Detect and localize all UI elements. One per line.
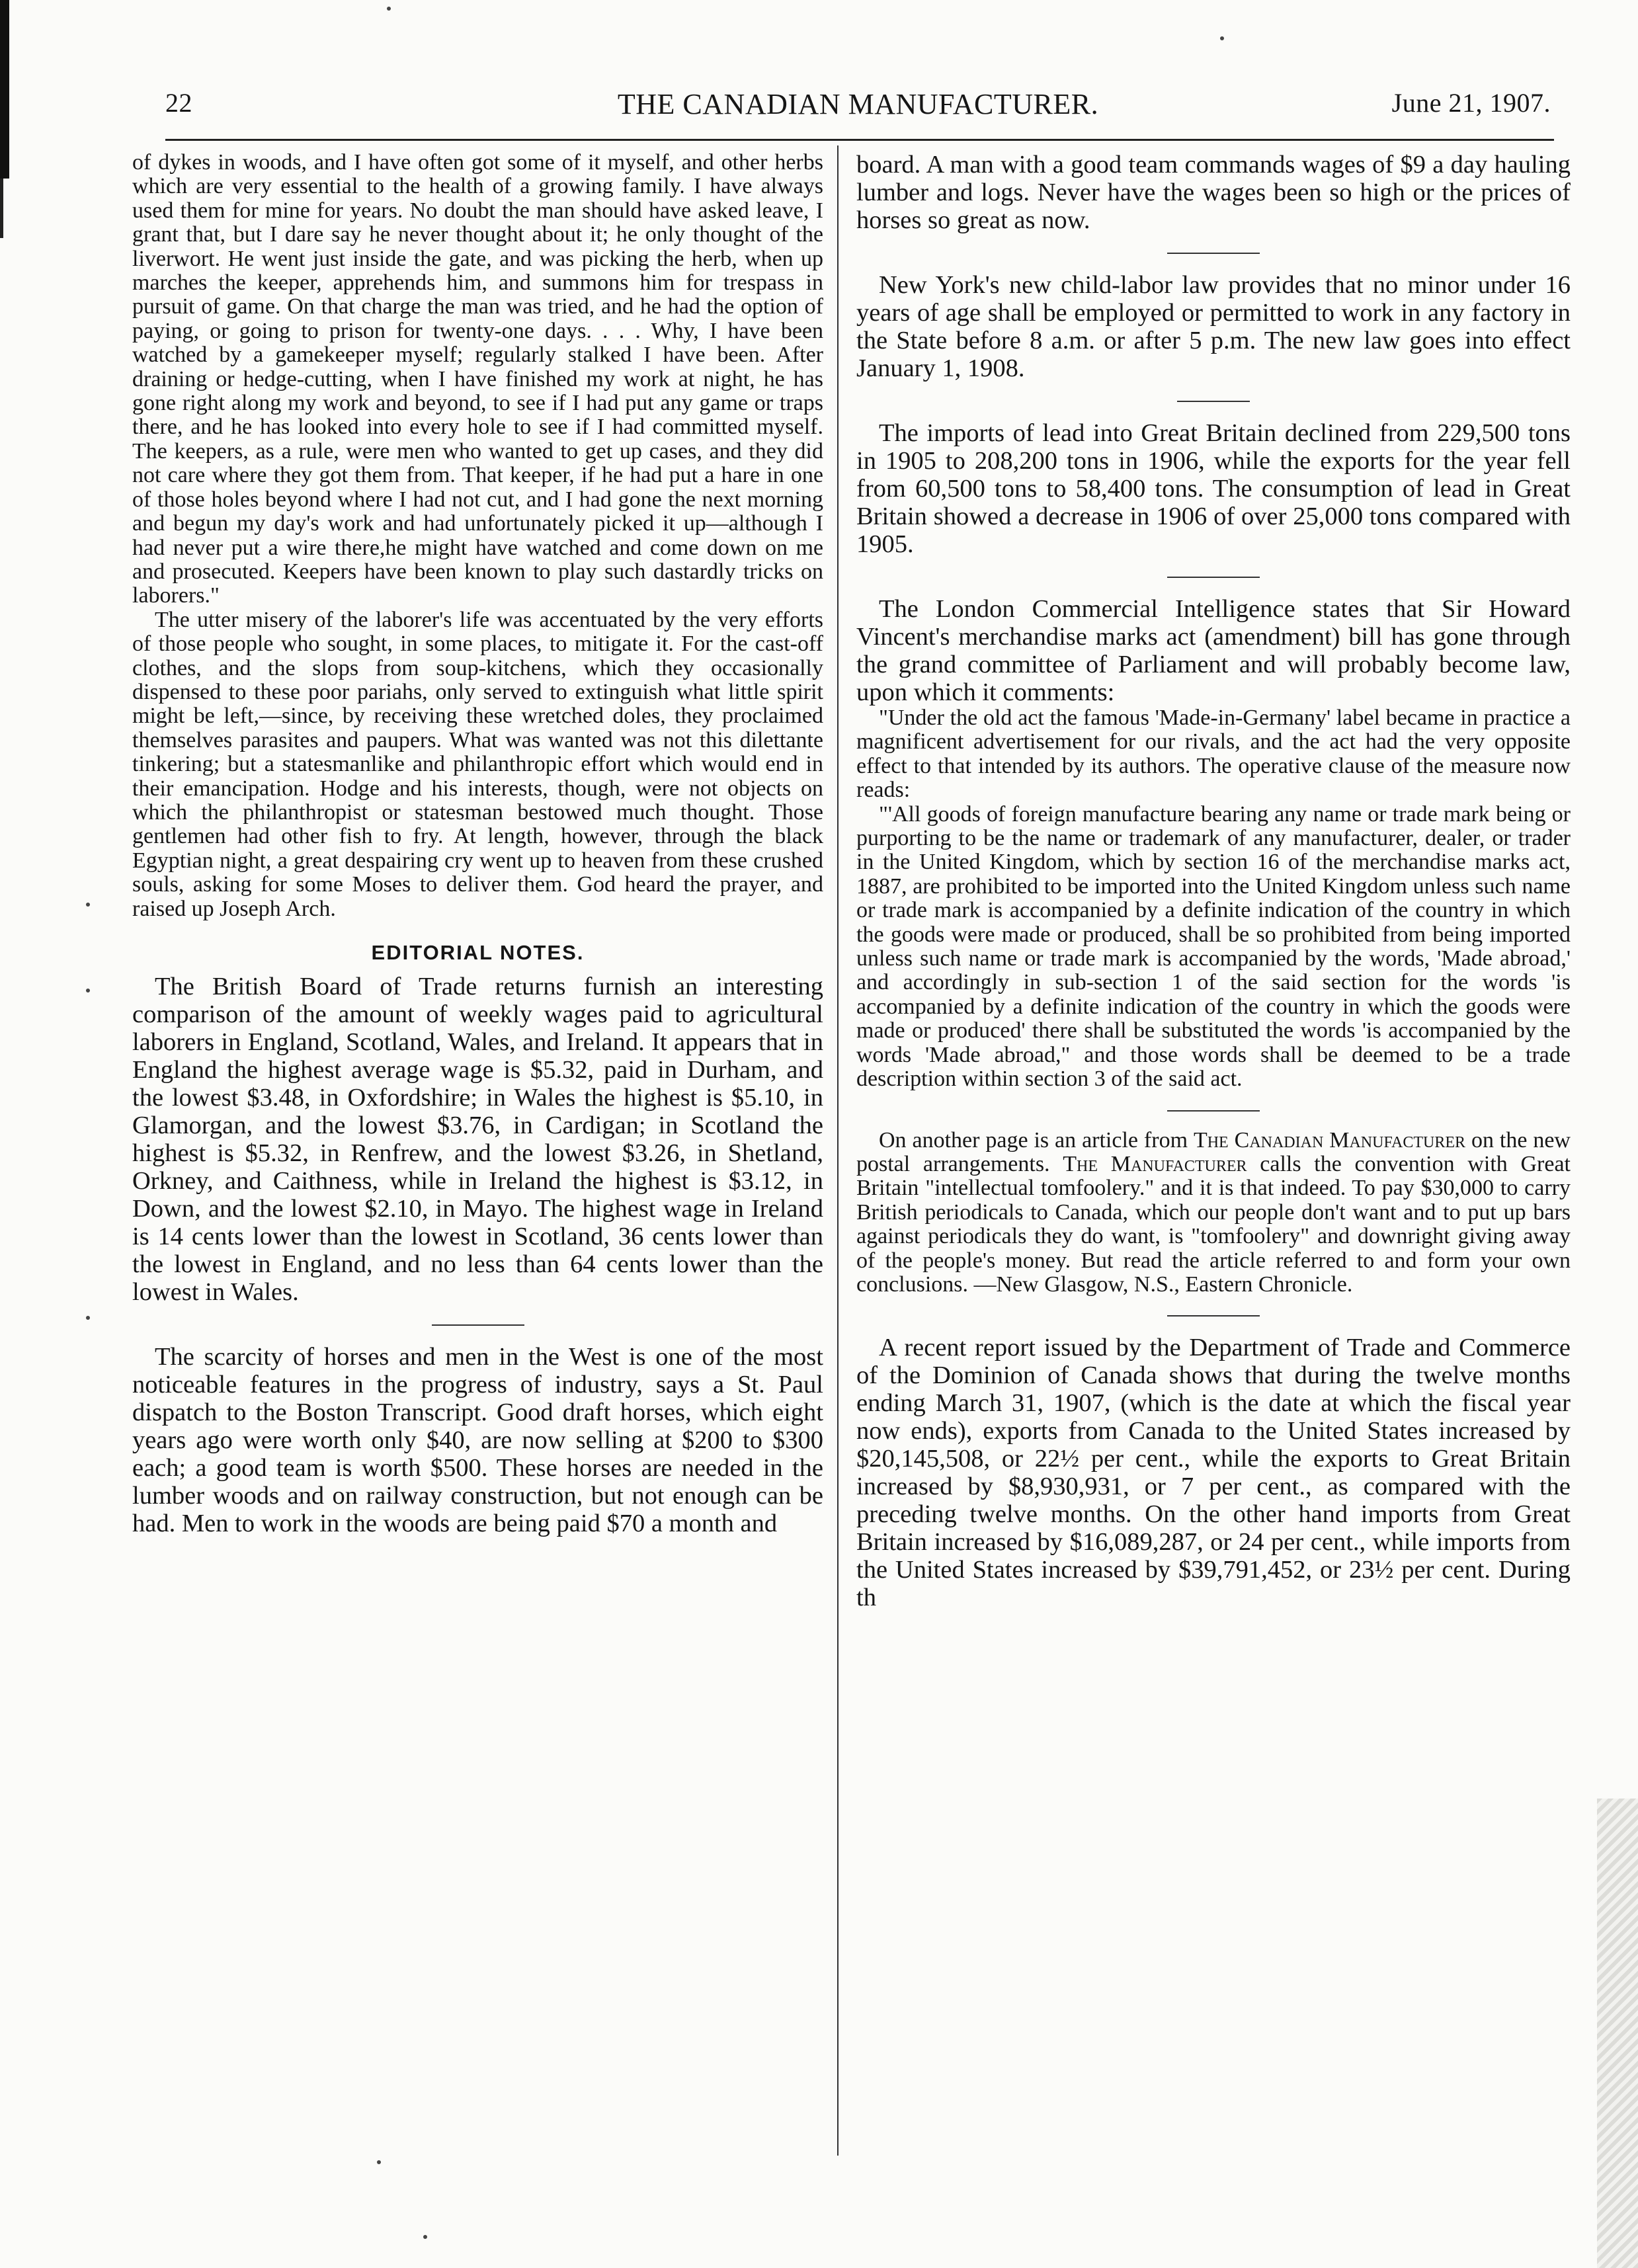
editorial-note-horses: The scarcity of horses and men in the West is one of the most noticeable features in the progress of industry, says a St. Paul dispatch to the Boston Transcript. Good draft horses, which eight years ago were worth only $40, are now selling at $200 to $300 each; a good team is worth $500. These horses are needed in the lumber woods and on railway construction, but not enough can be had. Men to work in the woods are being paid $70 a month and [132, 1343, 823, 1537]
speck [86, 989, 90, 992]
header-rule [165, 139, 1554, 141]
note-separator [1167, 1110, 1260, 1112]
editorial-note-wages: The British Board of Trade returns furnish an interesting comparison of the amount of weekly wages paid to agricultural laborers in England, Scotland, Wales, and Ireland. It appears that in England the highest average wage is $5.32, paid in Durham, and the lowest $3.48, in Oxfordshire; in Wales the highest is $5.10, in Glamorgan, and the lowest $3.76, in Cardigan; in Scotland the highest is $5.32, in Renfrew, and the lowest $3.26, in Shetland, Orkney, and Caithness, while in Ireland the highest is $3.12, in Down, and the lowest $2.10, in Mayo. The highest wage in Ireland is 14 cents lower than the lowest in Scotland, 36 cents lower than the lowest in England, and no less than 64 cents lower than the lowest in Wales. [132, 973, 823, 1306]
right-column [856, 151, 1571, 1611]
column-divider [837, 145, 839, 2156]
editorial-note-postal [856, 1129, 1571, 1297]
editorial-note-horses-end: board. A man with a good team commands wages of $9 a day hauling lumber and logs. Never have the wages been so high or the prices of horses so great as now. [856, 151, 1571, 234]
quoted-clause: "'All goods of foreign manufacture bearing any name or trade mark being or purporting to be the name or trademark of any manufacturer, dealer, or trader in the United Kingdom, which by section 16 of the merchandise marks act, 1887, are prohibited to be imported into the United Kingdom unless such name or trade mark is accompanied by a definite indication of the country in which the goods were made or produced, shall be so prohibited from being imported unless such name or trade mark is accompanied by the words, 'Made abroad,' and accordingly in sub-section 1 of the said section for the words 'is accompanied by a definite indication of the country in which the goods were made or produced' there shall be substituted the words 'is accompanied by the words 'Made abroad," and those words shall be deemed to be a trade description within section 3 of the said act. [856, 801, 1571, 1092]
note-separator [1167, 577, 1260, 578]
speck [377, 2160, 381, 2164]
postal-text-c: calls the convention with Great Britain "intellectual tomfoolery." and it is that indeed. To pay $30,000 to carry British periodicals to Canada, which our people don't want and to put up bars against periodicals they do want, is "tomfoolery" and downright giving away of the people's money. But read the article referred to and form your own conclusions. —New Glasgow, N.S., Eastern Chronicle. [856, 1151, 1571, 1297]
issue-date: June 21, 1907. [1391, 88, 1551, 118]
quoted-paragraph: "Under the old act the famous 'Made-in-Germany' label became in practice a magnificent advertisement for our rivals, and the act had the very opposite effect to that intended by its authors. The operative clause of the measure now reads: [856, 706, 1571, 803]
postal-text-b: on the new postal arrangements. [856, 1127, 1571, 1176]
article-continuation: of dykes in woods, and I have often got some of it myself, and other herbs which are very essential to the health of a growing family. I have always used them for mine for years. No doubt the man should have asked leave, I grant that, but I dare say he never thought about it; he only thought of the liverwort. He went just inside the gate, and was picking the herb, when up marches the keeper, apprehends him, and summons him for trespass in pursuit of game. On that charge the man was tried, and he had the option of paying, or going to prison for twenty-one days. . . . Why, I have been watched by a gamekeeper myself; regularly stalked I have been. After draining or hedge-cutting, when I have finished my work at night, he has gone right along my work and beyond, to see if I had put any game or traps there, and he has looked into every hole to see if I had committed myself. The keepers, as a rule, were men who wanted to get up cases, and they did not care where they got them from. That keeper, if he had put a hare in one of those holes beyond where I had not cut, and I had gone the next morning and begun my day's work and had unfortunately picked it up—although I had never put a wire there,he might have watched and come down on me and prosecuted. Keepers have been known to play such dastardly tricks on laborers." [132, 150, 823, 608]
note-separator [1167, 1315, 1260, 1316]
binding-edge [0, 0, 9, 179]
left-column [132, 151, 823, 1537]
speck [387, 7, 391, 11]
binding-edge-lower [0, 179, 3, 238]
speck [1220, 36, 1224, 40]
postal-text-a: On another page is an article from [879, 1127, 1194, 1153]
article-paragraph: The utter misery of the laborer's life was accentuated by the very efforts of those people who sought, in some places, to mitigate it. For the cast-off clothes, and the slops from soup-kitchens, which they occasionally dispensed to these poor pariahs, only served to extinguish what little spirit might be left,—since, by receiving these wretched doles, they proclaimed themselves parasites and paupers. What was wanted was not this dilettante tinkering; but a statesmanlike and philanthropic effort which would end in their emancipation. Hodge and his interests, though, were not objects on which the philanthropist or statesman bestowed much thought. Those gentlemen had other fish to fry. At length, however, through the black Egyptian night, a great despairing cry went up to heaven from these crushed souls, asking for some Moses to deliver them. God heard the prayer, and raised up Joseph Arch. [132, 607, 823, 921]
publication-name-short: The Manufacturer [1063, 1151, 1247, 1176]
editorial-note-merchandise-marks: The London Commercial Intelligence states that Sir Howard Vincent's merchandise marks act (amendment) bill has gone through the grand committee of Parliament and will probably become law, upon which it comments: [856, 595, 1571, 706]
torn-margin [1597, 1799, 1638, 2268]
editorial-note-child-labor: New York's new child-labor law provides that no minor under 16 years of age shall be employed or permitted to work in any factory in the State before 8 a.m. or after 5 p.m. The new law goes into effect January 1, 1908. [856, 271, 1571, 382]
speck [86, 1316, 90, 1320]
speck [86, 903, 90, 907]
publication-title: THE CANADIAN MANUFACTURER. [617, 88, 1099, 120]
editorial-note-lead: The imports of lead into Great Britain declined from 229,500 tons in 1905 to 208,200 tons in 1906, while the exports for the year fell from 60,500 tons to 58,400 tons. The consumption of lead in Great Britain showed a decrease in 1906 of over 25,000 tons compared with 1905. [856, 419, 1571, 558]
page-number: 22 [165, 88, 192, 118]
note-separator [432, 1324, 524, 1326]
speck [423, 2235, 427, 2239]
page-header [165, 87, 1551, 134]
publication-name: The Canadian Manufacturer [1193, 1127, 1466, 1153]
note-separator [1177, 401, 1250, 402]
note-separator [1167, 253, 1260, 254]
editorial-note-trade-report: A recent report issued by the Department of Trade and Commerce of the Dominion of Canada shows that during the twelve months ending March 31, 1907, (which is the date at which the fiscal year now ends), exports from Canada to the United States increased by $20,145,508, or 22½ per cent., while the exports to Great Britain increased by $8,930,931, or 7 per cent., as compared with the preceding twelve months. On the other hand imports from Great Britain increased by $16,089,287, or 24 per cent., while imports from the United States increased by $39,791,452, or 23½ per cent. During th [856, 1334, 1571, 1612]
section-heading: EDITORIAL NOTES. [371, 941, 585, 964]
